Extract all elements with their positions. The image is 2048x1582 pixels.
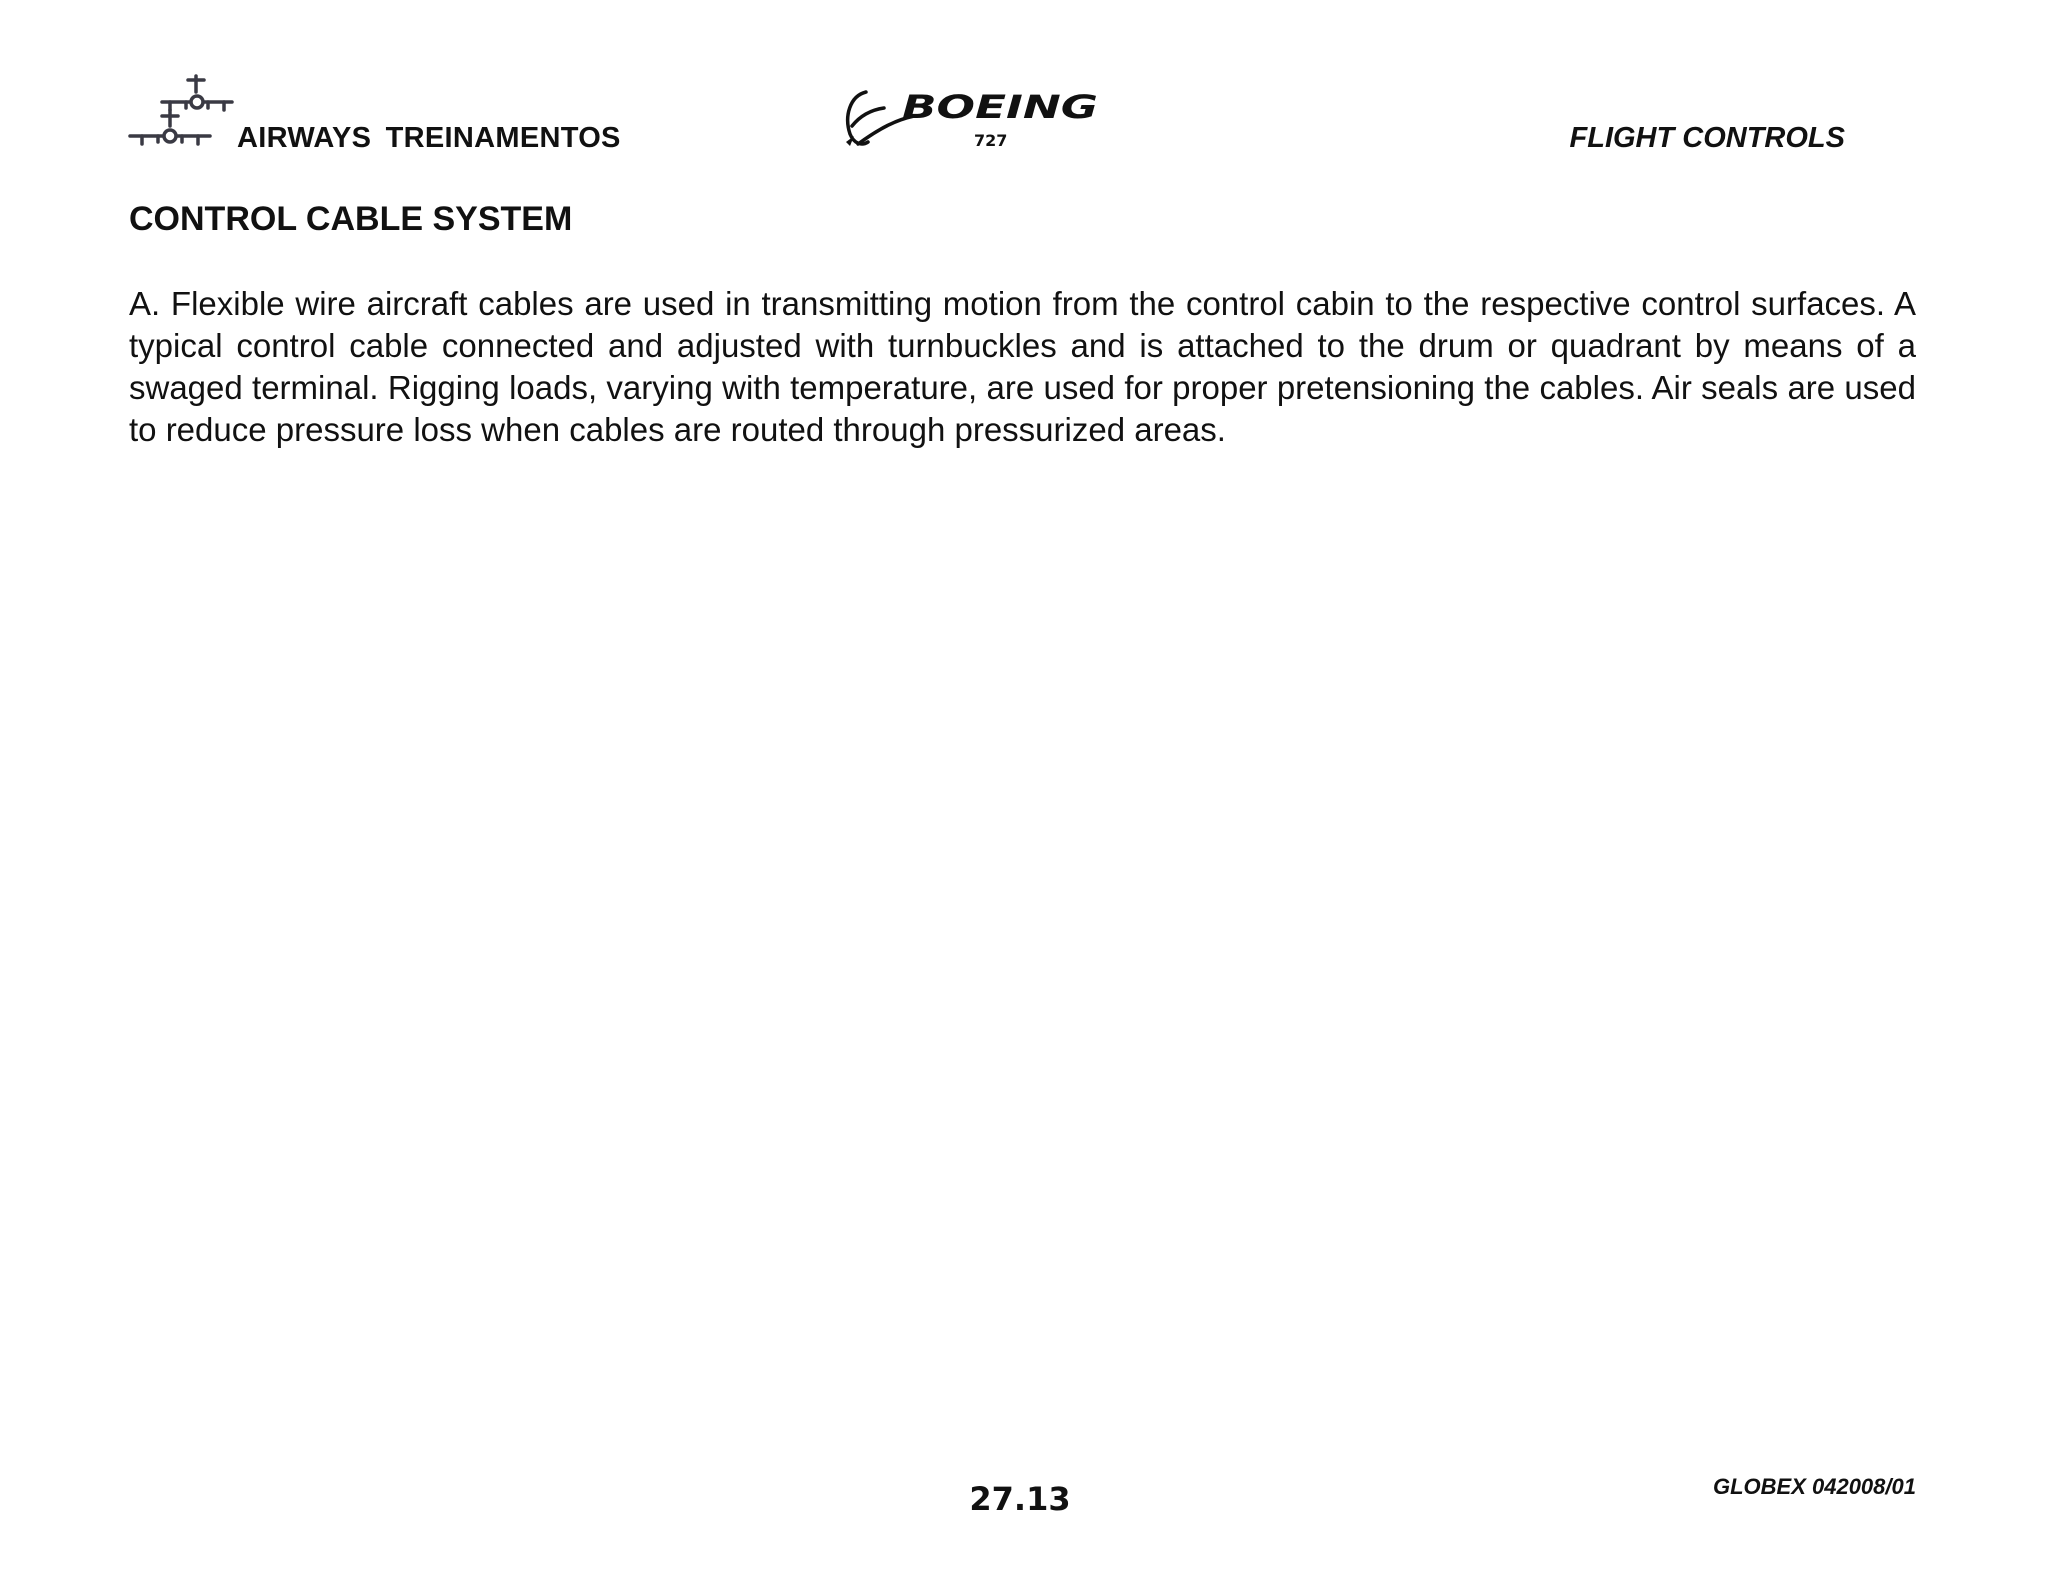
section-title: FLIGHT CONTROLS — [1569, 122, 1845, 154]
document-code: GLOBEX 042008/01 — [1712, 1474, 1916, 1499]
body-paragraph: A. Flexible wire aircraft cables are used in transmitting motion from the control cabin to the respective control surfaces. A typical control cable connected and adjusted with turnbuckles and is attached to the drum or quadrant by means of a swaged terminal. Rigging loads, varying with temperature, are used for proper pretensioning the cables. Air seals are used to reduce pressure loss when cables are routed through pressurized areas. — [129, 285, 1916, 448]
boeing-logo-icon — [840, 86, 1110, 152]
page-header — [0, 0, 2048, 170]
boeing-model: 727 — [974, 131, 1008, 150]
company-name: AIRWAYS TREINAMENTOS — [237, 122, 621, 154]
page-title: CONTROL CABLE SYSTEM — [129, 200, 573, 238]
boeing-wordmark: BOEING — [902, 88, 1098, 126]
page-number: 27.13 — [969, 1480, 1071, 1518]
airplanes-logo-icon — [128, 72, 236, 148]
